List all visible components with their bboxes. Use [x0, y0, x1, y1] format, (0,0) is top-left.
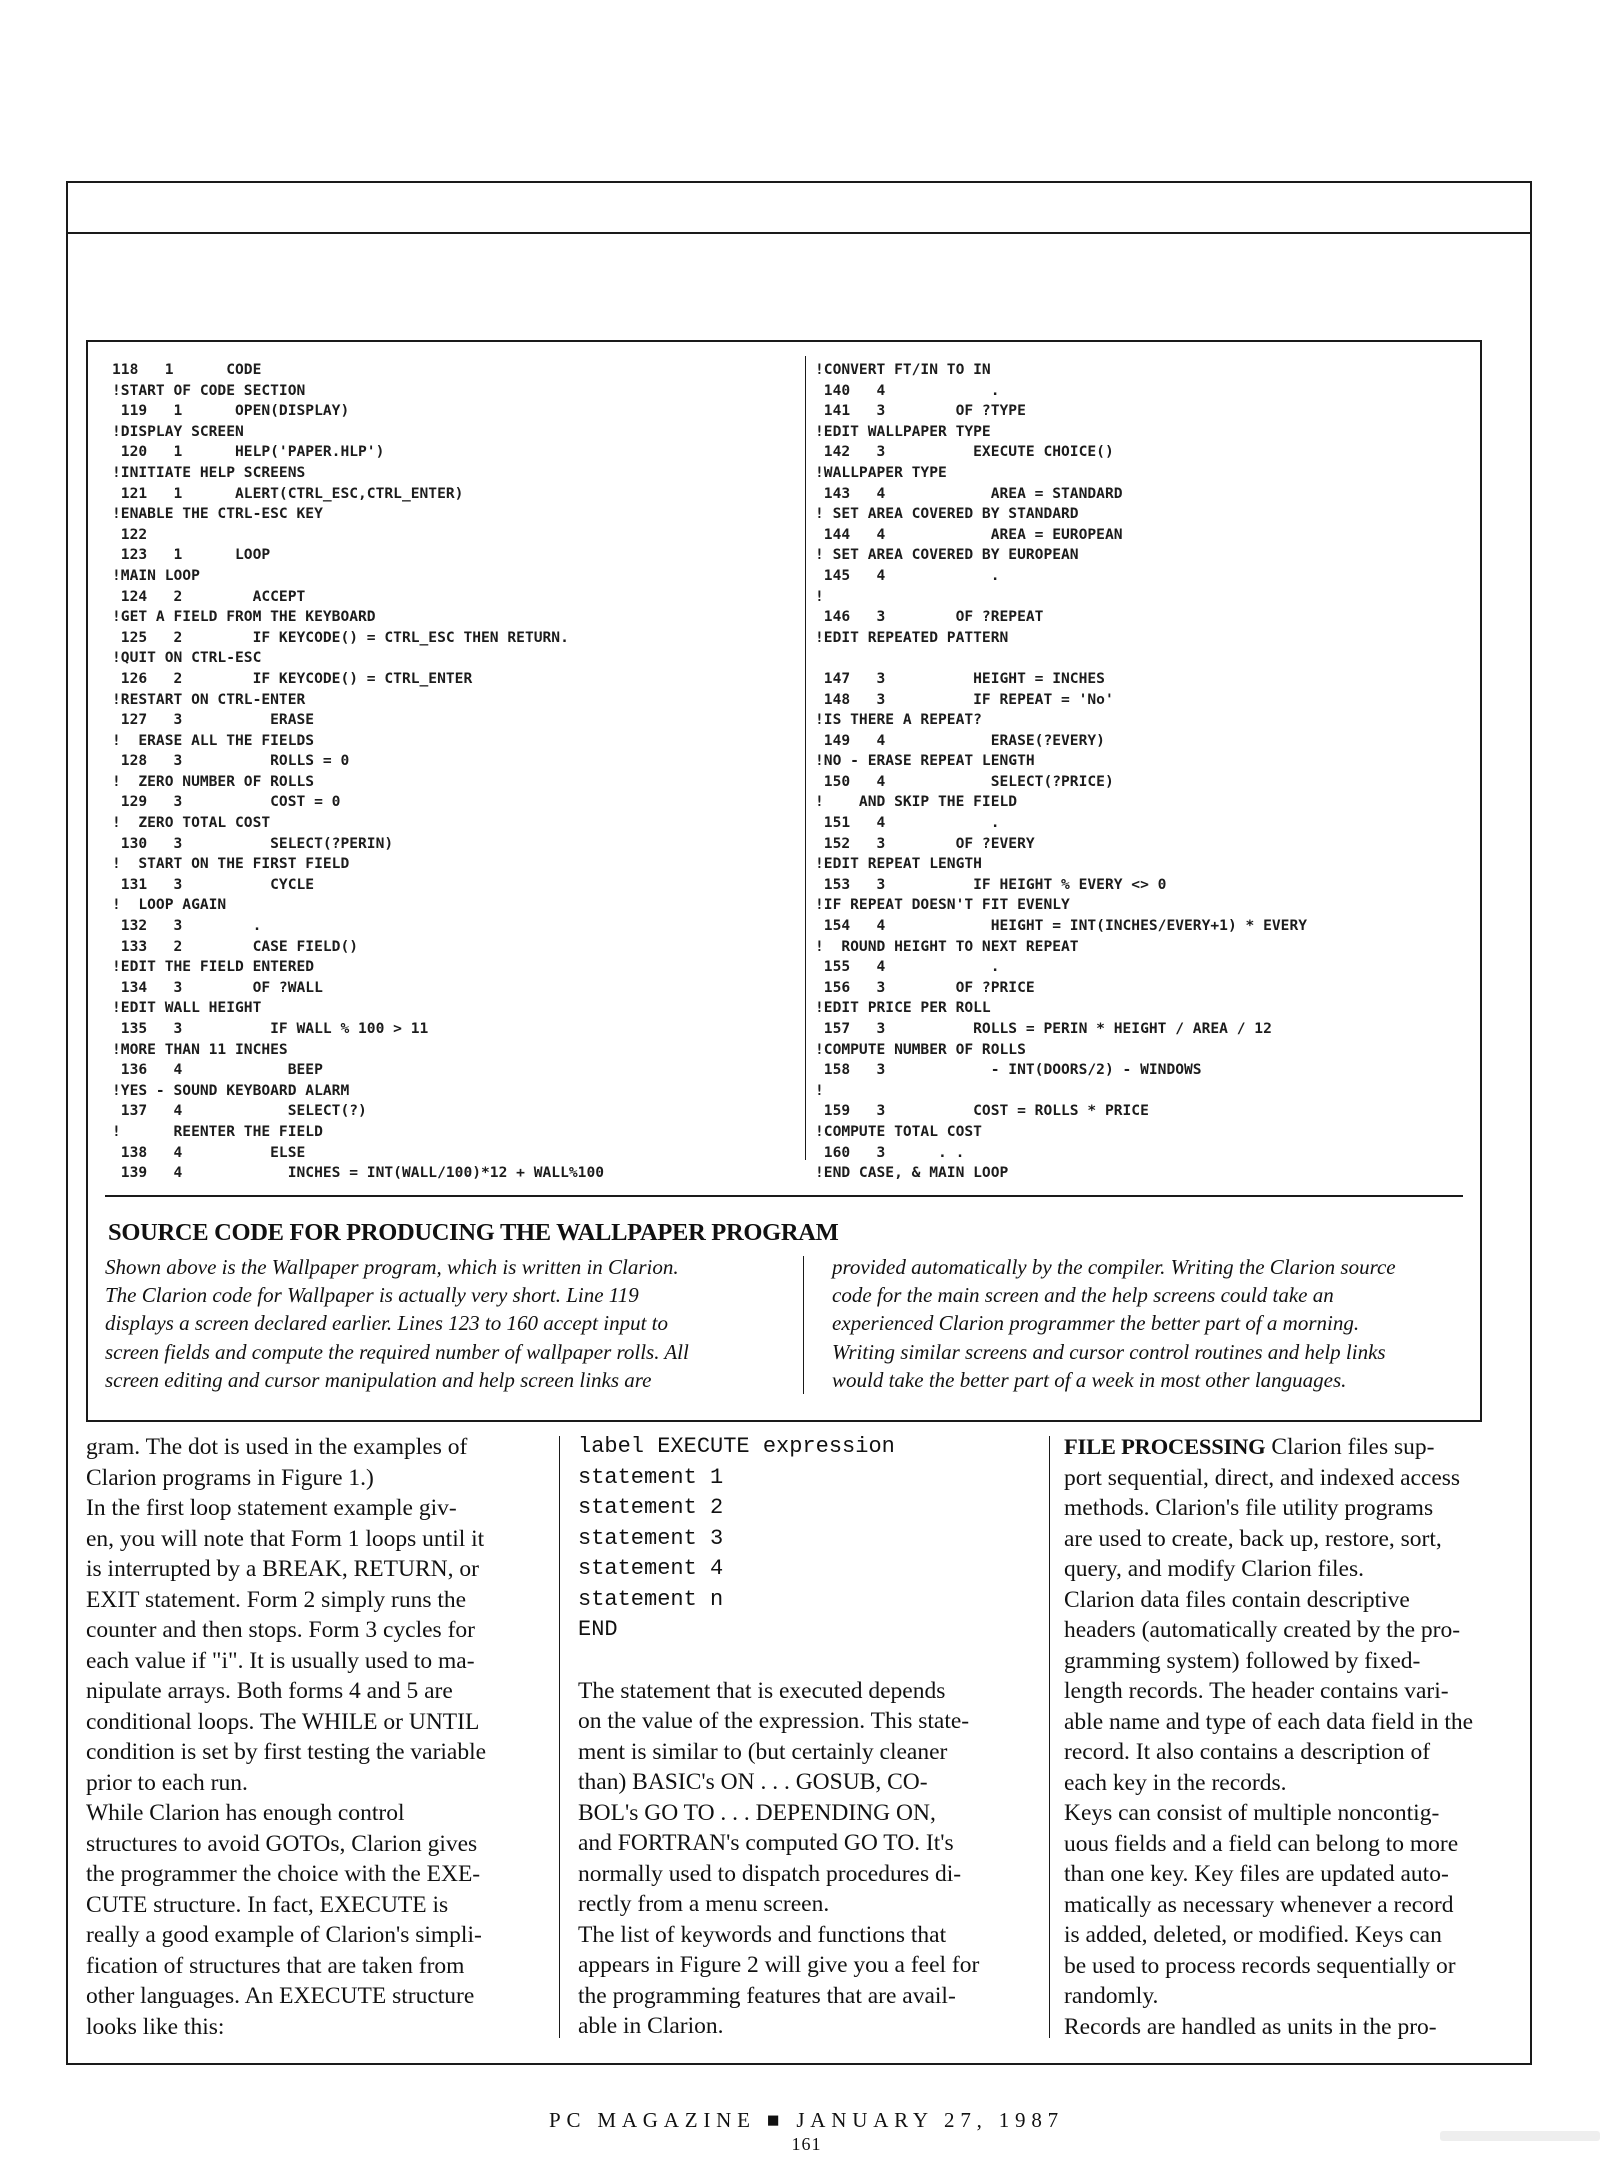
code-line: 147 3 HEIGHT = INCHES: [815, 669, 1105, 687]
text-line: uous fields and a field can belong to more: [1064, 1830, 1459, 1857]
code-line: !EDIT THE FIELD ENTERED: [112, 958, 315, 976]
code-example-line: statement 1: [578, 1464, 724, 1490]
text-line: the programmer the choice with the EXE-: [86, 1861, 481, 1887]
code-line: 139 4 INCHES = INT(WALL/100)*12 + WALL%100: [112, 1164, 605, 1182]
code-line: !: [815, 587, 824, 605]
text-line: Records are handled as units in the pro-: [1064, 2013, 1437, 2040]
code-line: 138 4 ELSE: [112, 1143, 306, 1161]
text-line: looks like this:: [86, 2013, 225, 2040]
code-line: !QUIT ON CTRL-ESC: [112, 649, 262, 667]
code-line: 154 4 HEIGHT = INT(INCHES/EVERY+1) * EVERY: [815, 917, 1308, 935]
code-line: 142 3 EXECUTE CHOICE(): [815, 443, 1114, 461]
code-line: 158 3 - INT(DOORS/2) - WINDOWS: [815, 1061, 1202, 1079]
body-column-3: [1064, 1432, 1516, 2042]
text-line: conditional loops. The WHILE or UNTIL: [86, 1708, 480, 1735]
text-line: en, you will note that Form 1 loops until it: [86, 1525, 485, 1552]
text-line: are used to create, back up, restore, sort,: [1064, 1525, 1442, 1552]
text-line: appears in Figure 2 will give you a feel for: [578, 1952, 980, 1978]
file-processing-lead: [1064, 1432, 1516, 1463]
code-listing-right-column: [815, 360, 1307, 1184]
code-line: !END CASE, & MAIN LOOP: [815, 1164, 1009, 1182]
text-line: structures to avoid GOTOs, Clarion gives: [86, 1830, 478, 1857]
code-line: !NO - ERASE REPEAT LENGTH: [815, 752, 1035, 770]
execute-structure-example: [578, 1432, 1034, 1646]
caption-line: experienced Clarion programmer the better part of a morning.: [832, 1311, 1360, 1336]
text-line: really a good example of Clarion's simpli-: [86, 1922, 482, 1948]
code-line: ! ZERO NUMBER OF ROLLS: [112, 772, 315, 790]
caption-line: provided automatically by the compiler. Writing the Clarion source: [832, 1255, 1396, 1279]
code-column-divider: [805, 356, 806, 1160]
code-line: 141 3 OF ?TYPE: [815, 402, 1026, 420]
text-line: EXIT statement. Form 2 simply runs the: [86, 1586, 467, 1613]
text-line: gram. The dot is used in the examples of: [86, 1434, 468, 1460]
text-line: In the first loop statement example giv-: [86, 1495, 457, 1521]
code-line: 122: [112, 525, 148, 543]
text-line: condition is set by first testing the variable: [86, 1739, 487, 1765]
code-line: ! SET AREA COVERED BY EUROPEAN: [815, 546, 1079, 564]
text-line: ment is similar to (but certainly cleaner: [578, 1738, 948, 1765]
body-column-3-text: [1064, 1463, 1516, 2043]
code-line: 153 3 IF HEIGHT % EVERY <> 0: [815, 875, 1167, 893]
code-line: 128 3 ROLLS = 0: [112, 752, 350, 770]
code-line: !DISPLAY SCREEN: [112, 422, 244, 440]
code-line: 126 2 IF KEYCODE() = CTRL_ENTER: [112, 669, 473, 687]
text-line: Keys can consist of multiple noncontig-: [1064, 1800, 1440, 1826]
code-line: ! ROUND HEIGHT TO NEXT REPEAT: [815, 937, 1079, 955]
text-line: methods. Clarion's file utility programs: [1064, 1495, 1434, 1521]
code-line: 145 4 .: [815, 566, 1000, 584]
code-line: !: [815, 1081, 824, 1099]
code-line: 144 4 AREA = EUROPEAN: [815, 525, 1123, 543]
code-line: !COMPUTE TOTAL COST: [815, 1122, 982, 1140]
code-line: ! REENTER THE FIELD: [112, 1122, 323, 1140]
body-column-2: [578, 1432, 1034, 2042]
code-line: !EDIT WALL HEIGHT: [112, 999, 262, 1017]
code-line: ! SET AREA COVERED BY STANDARD: [815, 505, 1079, 523]
code-example-line: label EXECUTE expression: [578, 1434, 895, 1459]
code-line: !EDIT REPEAT LENGTH: [815, 855, 982, 873]
code-line: 151 4 .: [815, 814, 1000, 832]
code-example-line: statement n: [578, 1586, 724, 1612]
text-line: matically as necessary whenever a record: [1064, 1891, 1454, 1918]
caption-line: would take the better part of a week in most other languages.: [832, 1367, 1347, 1392]
text-line: able in Clarion.: [578, 2013, 724, 2039]
text-line: record. It also contains a description of: [1064, 1739, 1431, 1765]
code-example-line: END: [578, 1617, 618, 1642]
caption-right-column: [832, 1253, 1472, 1394]
caption-line: displays a screen declared earlier. Lines 123 to 160 accept input to: [105, 1311, 669, 1336]
code-line: 143 4 AREA = STANDARD: [815, 484, 1123, 502]
caption-line: screen fields and compute the required number of wallpaper rolls. All: [105, 1339, 689, 1364]
code-line: !INITIATE HELP SCREENS: [112, 463, 306, 481]
code-line: !CONVERT FT/IN TO IN: [815, 361, 991, 378]
text-line: each key in the records.: [1064, 1769, 1287, 1796]
code-line: 123 1 LOOP: [112, 546, 271, 564]
col3-first-line: Clarion files sup-: [1265, 1434, 1435, 1460]
text-line: The statement that is executed depends: [578, 1677, 946, 1704]
scan-artifact: [1440, 2131, 1600, 2141]
code-line: 160 3 . .: [815, 1143, 965, 1161]
caption-line: The Clarion code for Wallpaper is actually very short. Line 119: [105, 1283, 639, 1308]
body-column-2-text: [578, 1676, 1034, 2042]
code-line: 125 2 IF KEYCODE() = CTRL_ESC THEN RETURN.: [112, 628, 569, 646]
text-line: counter and then stops. Form 3 cycles for: [86, 1617, 475, 1643]
code-line: 135 3 IF WALL % 100 > 11: [112, 1020, 429, 1037]
text-line: nipulate arrays. Both forms 4 and 5 are: [86, 1678, 453, 1704]
code-line: !YES - SOUND KEYBOARD ALARM: [112, 1081, 350, 1099]
code-line: !WALLPAPER TYPE: [815, 463, 947, 481]
text-line: and FORTRAN's computed GO TO. It's: [578, 1830, 954, 1856]
caption-column-divider: [803, 1256, 804, 1394]
caption-line: screen editing and cursor manipulation and help screen links are: [105, 1367, 652, 1392]
code-line: 137 4 SELECT(?): [112, 1102, 367, 1120]
code-line: ! START ON THE FIRST FIELD: [112, 855, 350, 873]
code-line: 124 2 ACCEPT: [112, 587, 306, 605]
code-example-line: statement 4: [578, 1556, 724, 1581]
page-number: 161: [791, 2134, 822, 2154]
text-line: able name and type of each data field in the: [1064, 1708, 1474, 1735]
code-line: ! AND SKIP THE FIELD: [815, 793, 1018, 811]
code-line: 159 3 COST = ROLLS * PRICE: [815, 1102, 1149, 1120]
code-example-line: statement 3: [578, 1525, 724, 1551]
code-line: 119 1 OPEN(DISPLAY): [112, 402, 350, 420]
code-line: 120 1 HELP('PAPER.HLP'): [112, 443, 385, 461]
code-line: !START OF CODE SECTION: [112, 381, 306, 399]
code-line: 140 4 .: [815, 381, 1000, 399]
text-line: the programming features that are avail-: [578, 1982, 956, 2009]
caption-line: Writing similar screens and cursor control routines and help links: [832, 1339, 1386, 1364]
text-line: CUTE structure. In fact, EXECUTE is: [86, 1891, 449, 1918]
code-line: !MAIN LOOP: [112, 566, 200, 584]
caption-rule: [105, 1195, 1463, 1197]
text-line: each value if "i". It is usually used to ma-: [86, 1647, 475, 1674]
text-line: Clarion programs in Figure 1.): [86, 1464, 374, 1491]
text-line: than one key. Key files are updated auto-: [1064, 1861, 1449, 1887]
code-line: [815, 648, 1307, 669]
code-line: 130 3 SELECT(?PERIN): [112, 834, 394, 852]
text-line: be used to process records sequentially or: [1064, 1952, 1456, 1979]
text-line: query, and modify Clarion files.: [1064, 1556, 1364, 1582]
text-line: headers (automatically created by the pro-: [1064, 1617, 1461, 1643]
text-line: normally used to dispatch procedures di-: [578, 1860, 962, 1887]
caption-line: Shown above is the Wallpaper program, which is written in Clarion.: [105, 1255, 679, 1279]
code-line: !IF REPEAT DOESN'T FIT EVENLY: [815, 896, 1070, 914]
code-line: !IS THERE A REPEAT?: [815, 711, 982, 729]
code-line: 131 3 CYCLE: [112, 875, 315, 893]
code-line: !ENABLE THE CTRL-ESC KEY: [112, 505, 323, 523]
code-line: 136 4 BEEP: [112, 1061, 323, 1079]
code-line: !EDIT PRICE PER ROLL: [815, 999, 991, 1017]
body-column-divider-1: [559, 1436, 560, 2038]
text-line: prior to each run.: [86, 1769, 248, 1796]
text-line: fication of structures that are taken from: [86, 1952, 465, 1979]
text-line: other languages. An EXECUTE structure: [86, 1983, 475, 2009]
footer-masthead: PC MAGAZINE ■ JANUARY 27, 1987: [549, 2108, 1064, 2132]
code-line: !EDIT WALLPAPER TYPE: [815, 422, 991, 440]
code-line: ! LOOP AGAIN: [112, 896, 227, 914]
code-line: 150 4 SELECT(?PRICE): [815, 772, 1114, 790]
text-line: than) BASIC's ON . . . GOSUB, CO-: [578, 1769, 928, 1795]
code-line: ! ZERO TOTAL COST: [112, 814, 271, 832]
code-line: !EDIT REPEATED PATTERN: [815, 628, 1009, 646]
text-line: randomly.: [1064, 1983, 1159, 2009]
caption-line: code for the main screen and the help screens could take an: [832, 1283, 1334, 1308]
text-line: rectly from a menu screen.: [578, 1891, 830, 1917]
code-line: 157 3 ROLLS = PERIN * HEIGHT / AREA / 12: [815, 1020, 1272, 1037]
code-line: 134 3 OF ?WALL: [112, 978, 323, 996]
code-line: 118 1 CODE: [112, 361, 262, 378]
body-column-divider-2: [1049, 1436, 1050, 2038]
code-line: !COMPUTE NUMBER OF ROLLS: [815, 1040, 1026, 1058]
text-line: is added, deleted, or modified. Keys can: [1064, 1922, 1442, 1948]
text-line: length records. The header contains vari-: [1064, 1678, 1449, 1704]
code-line: 155 4 .: [815, 958, 1000, 976]
text-line: Clarion data files contain descriptive: [1064, 1586, 1410, 1613]
code-line: 132 3 .: [112, 917, 262, 935]
code-line: 148 3 IF REPEAT = 'No': [815, 690, 1114, 708]
text-line: The list of keywords and functions that: [578, 1921, 947, 1948]
code-line: 129 3 COST = 0: [112, 793, 341, 811]
text-line: is interrupted by a BREAK, RETURN, or: [86, 1556, 479, 1582]
code-line: 149 4 ERASE(?EVERY): [815, 731, 1105, 749]
caption-title: SOURCE CODE FOR PRODUCING THE WALLPAPER PROGRAM: [108, 1219, 839, 1246]
code-line: ! ERASE ALL THE FIELDS: [112, 731, 315, 749]
code-line: !RESTART ON CTRL-ENTER: [112, 690, 306, 708]
code-listing-left-column: [112, 360, 604, 1184]
code-line: !GET A FIELD FROM THE KEYBOARD: [112, 608, 376, 626]
code-line: 121 1 ALERT(CTRL_ESC,CTRL_ENTER): [112, 484, 464, 502]
text-line: gramming system) followed by fixed-: [1064, 1647, 1421, 1674]
caption-left-column: [105, 1253, 785, 1394]
text-line: on the value of the expression. This state-: [578, 1708, 970, 1734]
text-line: BOL's GO TO . . . DEPENDING ON,: [578, 1799, 936, 1826]
section-heading-file-processing: FILE PROCESSING: [1064, 1434, 1266, 1459]
text-line: While Clarion has enough control: [86, 1800, 405, 1826]
body-column-1: [86, 1432, 540, 2042]
code-line: 127 3 ERASE: [112, 711, 315, 729]
header-rule: [66, 232, 1532, 234]
code-example-line: statement 2: [578, 1495, 724, 1520]
code-line: 152 3 OF ?EVERY: [815, 834, 1035, 852]
code-line: !MORE THAN 11 INCHES: [112, 1040, 288, 1058]
text-line: port sequential, direct, and indexed access: [1064, 1464, 1461, 1491]
code-line: 146 3 OF ?REPEAT: [815, 608, 1044, 626]
code-line: 133 2 CASE FIELD(): [112, 937, 359, 955]
code-line: 156 3 OF ?PRICE: [815, 978, 1035, 996]
